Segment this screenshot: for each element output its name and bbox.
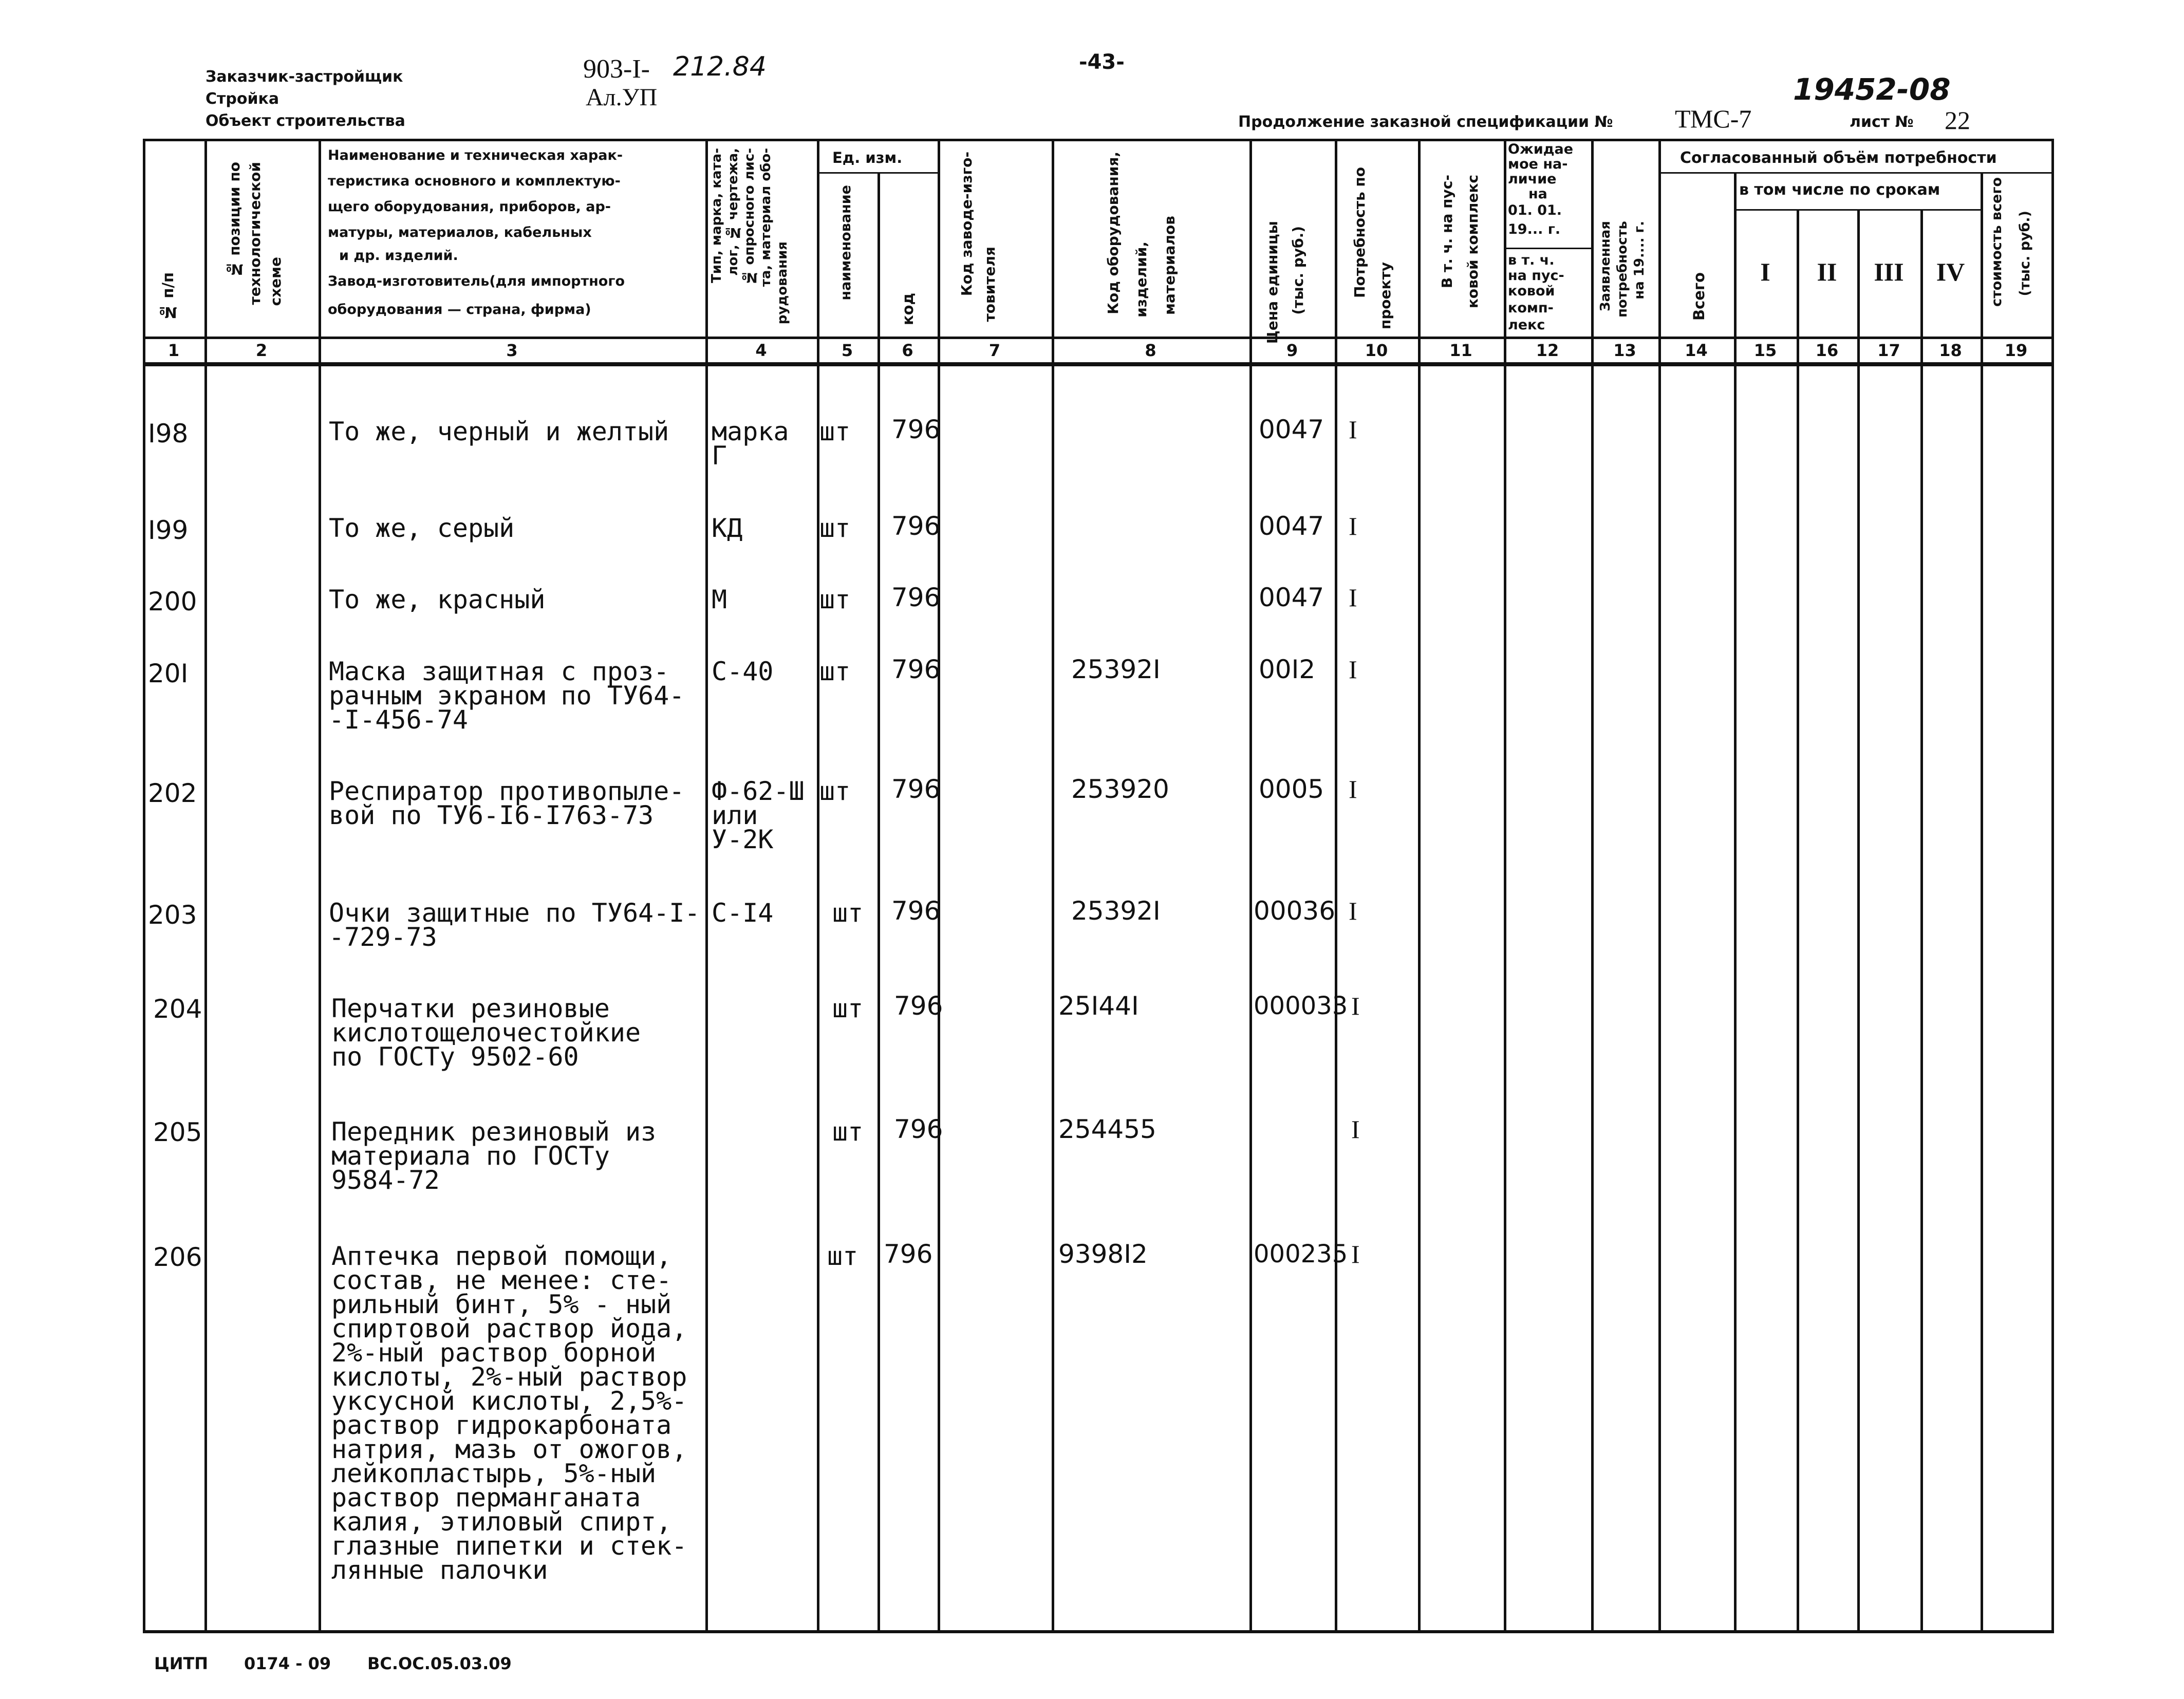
row-number: 200: [148, 587, 197, 617]
col-number: 17: [1877, 341, 1900, 360]
unit-name: шт: [832, 994, 864, 1023]
col-header-17: III: [1874, 257, 1904, 286]
col-header-8-line3: материалов: [1161, 216, 1178, 315]
unit-code: 796: [894, 991, 943, 1021]
item-name: Перчатки резиновые кислотощелочестойкие по ГОСТу 9502-60: [331, 994, 641, 1072]
material-code: 25I44I: [1058, 991, 1139, 1021]
col-number: 5: [841, 341, 853, 360]
col-header-10-line2: проекту: [1377, 262, 1394, 330]
unit-price: 000033: [1254, 992, 1348, 1020]
continuation-label: Продолжение заказной спецификации №: [1238, 113, 1613, 131]
unit-code: 796: [894, 1114, 943, 1144]
col-header-11-line1: В т. ч. на пус-: [1439, 175, 1455, 289]
material-code: 25392I: [1071, 655, 1161, 684]
material-code: 9398I2: [1058, 1239, 1148, 1269]
col-number: 11: [1449, 341, 1472, 360]
col-header-12-bottom-line3: ковой: [1508, 283, 1555, 299]
project-need: I: [1349, 775, 1357, 804]
col-header-3-line7: оборудования — страна, фирма): [328, 302, 591, 318]
col-number: 2: [255, 341, 268, 360]
col-header-7-line1: Код заводе-изго-: [958, 152, 975, 296]
col-header-5: наименование: [838, 185, 854, 301]
row-number: 20I: [148, 659, 189, 688]
project-need: I: [1351, 1240, 1360, 1268]
unit-price: 00036: [1254, 896, 1336, 926]
unit-code: 796: [884, 1239, 933, 1269]
col-number: 12: [1536, 341, 1559, 360]
album-label: Ал.УП: [586, 84, 658, 111]
col-header-12-top-line1: Ожидае: [1508, 141, 1574, 157]
col-header-9-line2: (тыс. руб.): [1290, 226, 1306, 315]
col-number: 6: [902, 341, 913, 360]
col-number: 9: [1286, 341, 1298, 360]
col-header-3-line4: матуры, материалов, кабельных: [328, 225, 592, 240]
col-number: 10: [1365, 341, 1388, 360]
unit-name: шт: [819, 513, 851, 543]
unit-code: 796: [891, 583, 941, 612]
col-header-12-top-line5: 01. 01.: [1508, 202, 1562, 218]
unit-name: шт: [819, 657, 851, 686]
col-header-7-line2: товителя: [981, 247, 998, 322]
sheet-number: 22: [1945, 106, 1970, 135]
col-header-4-line2: лог, № чертежа,: [725, 148, 741, 276]
material-code: 25392I: [1071, 896, 1161, 926]
item-name: Передник резиновый из материала по ГОСТу 9584-72: [331, 1117, 657, 1195]
material-code: 254455: [1058, 1114, 1156, 1144]
col-header-12-top-line4: на: [1528, 186, 1547, 202]
unit-code: 796: [891, 511, 941, 541]
project-need: I: [1351, 1115, 1360, 1144]
col-header-8-line1: Код оборудования,: [1105, 152, 1122, 314]
item-type: М: [712, 585, 727, 614]
col-header-8-line2: изделий,: [1133, 241, 1150, 318]
item-type: Ф-62-Ш или У-2К: [712, 776, 805, 854]
spec-number: ТМС-7: [1675, 104, 1752, 133]
col-header-2-line3: схеме: [267, 257, 284, 306]
col-header-3-line2: теристика основного и комплектую-: [328, 173, 621, 189]
col-header-4-line5: рудования: [775, 241, 790, 325]
project-need: I: [1349, 512, 1357, 540]
col-header-15: I: [1760, 257, 1770, 286]
col-header-12-bottom-line2: на пус-: [1508, 268, 1564, 284]
col-header-4-line1: Тип, марка, ката-: [709, 148, 724, 283]
project-code-printed: 903-I-: [583, 54, 650, 84]
col-header-12-bottom-line4: комп-: [1508, 300, 1554, 316]
unit-name: шт: [819, 417, 851, 446]
terms-group-header: в том числе по срокам: [1739, 181, 1940, 199]
col-header-13-line3: на 19.... г.: [1632, 221, 1647, 300]
footer-code1: 0174 - 09: [244, 1654, 331, 1673]
unit-name: шт: [819, 776, 851, 806]
item-name: То же, серый: [329, 513, 515, 543]
row-number: I99: [148, 515, 189, 545]
item-type: С-I4: [712, 898, 774, 928]
row-number: 206: [153, 1242, 202, 1272]
unit-price: 0047: [1259, 415, 1324, 444]
unit-name: шт: [832, 1117, 864, 1147]
unit-name: шт: [819, 585, 851, 614]
col-header-4-line3: № опросного лис-: [742, 148, 757, 285]
col-number: 4: [755, 341, 767, 360]
unit-price: 00I2: [1259, 655, 1316, 684]
unit-group-header: Ед. изм.: [832, 149, 903, 166]
col-header-12-bottom-line1: в т. ч.: [1508, 252, 1555, 268]
project-code-handwritten: 212.84: [673, 51, 767, 82]
unit-code: 796: [891, 415, 941, 444]
col-header-11-line2: ковой комплекс: [1464, 175, 1481, 309]
item-name: То же, черный и желтый: [329, 417, 669, 446]
item-name: То же, красный: [329, 585, 546, 614]
object-label: Объект строительства: [206, 112, 405, 130]
col-number: 13: [1613, 341, 1636, 360]
project-need: I: [1349, 897, 1357, 925]
project-need: I: [1349, 583, 1357, 612]
col-header-19-line2: (тыс. руб.): [2017, 211, 2033, 296]
col-number: 19: [2004, 341, 2028, 360]
row-number: 205: [153, 1117, 202, 1147]
col-header-3-line3: щего оборудования, приборов, ар-: [328, 199, 611, 215]
row-number: 203: [148, 900, 197, 930]
item-type: С-40: [712, 657, 774, 686]
col-header-13-line1: Заявленная: [1598, 221, 1613, 312]
unit-code: 796: [891, 896, 941, 926]
col-header-3-line6: Завод-изготовитель(для импортного: [328, 273, 625, 289]
col-number: 3: [506, 341, 518, 360]
col-number: 16: [1815, 341, 1839, 360]
col-header-12-bottom-line5: лекс: [1508, 317, 1545, 333]
agreed-group-header: Согласованный объём потребности: [1680, 149, 1997, 167]
col-header-3-line1: Наименование и техническая харак-: [328, 147, 623, 163]
footer-org: ЦИТП: [154, 1654, 209, 1673]
col-header-10-line1: Потребность по: [1351, 167, 1368, 298]
col-number: 15: [1753, 341, 1777, 360]
col-number: 8: [1145, 341, 1156, 360]
col-number: 14: [1685, 341, 1708, 360]
unit-price: 0005: [1259, 774, 1324, 804]
unit-price: 0047: [1259, 583, 1324, 612]
customer-label: Заказчик-застройщик: [206, 68, 403, 86]
col-header-19-line1: стоимость всего: [1989, 177, 2005, 307]
item-name: Маска защитная с проз- рачным экраном по ТУ64- -I-456-74: [329, 657, 685, 735]
unit-code: 796: [891, 774, 941, 804]
col-header-16: II: [1817, 257, 1837, 286]
col-header-12-top-line6: 19... г.: [1508, 221, 1561, 237]
unit-name: шт: [832, 898, 864, 928]
col-header-2-line2: технологической: [247, 162, 264, 305]
col-header-18: IV: [1936, 257, 1965, 286]
project-need: I: [1349, 415, 1357, 444]
site-label: Стройка: [206, 90, 279, 108]
col-number: 1: [167, 341, 180, 360]
item-name: Очки защитные по ТУ64-I- -729-73: [329, 898, 700, 952]
col-header-3-line5: и др. изделий.: [339, 248, 458, 264]
row-number: 204: [153, 994, 202, 1024]
item-type: марка Г: [712, 417, 789, 471]
item-name: Аптечка первой помощи, состав, не менее: сте- рильный бинт, 5% - ный спиртовой раствор йода, 2%-ный раствор борной кислоты, 2%-ный раствор уксусной кислоты, 2,5%- раствор гидрокарбоната натрия, мазь от ожогов, лейкопластырь, 5%-ный раствор перманганата калия, этиловый спирт, глазные пипетки и стек- лянные палочки: [331, 1241, 687, 1585]
material-code: 253920: [1071, 774, 1169, 804]
row-number: 202: [148, 778, 197, 808]
col-header-13-line2: потребность: [1615, 221, 1630, 318]
col-header-9-line1: Цена единицы: [1264, 221, 1281, 344]
col-header-14: Всего: [1690, 272, 1708, 321]
project-need: I: [1349, 655, 1357, 684]
item-name: Респиратор противопыле- вой по ТУ6-I6-I763-73: [329, 776, 685, 830]
page-marker: -43-: [1079, 50, 1125, 74]
doc-number-handwritten: 19452-08: [1793, 72, 1951, 107]
col-header-12-top-line2: мое на-: [1508, 156, 1568, 172]
sheet-label: лист №: [1850, 113, 1914, 131]
unit-price: 000235: [1254, 1240, 1348, 1268]
row-number: I98: [148, 419, 189, 449]
unit-code: 796: [891, 655, 941, 684]
col-header-12-top-line3: личие: [1508, 171, 1557, 187]
col-header-2-line1: № позиции по: [226, 162, 243, 278]
col-header-1: № п/п: [159, 272, 177, 321]
col-number: 7: [988, 341, 1001, 360]
project-need: I: [1351, 992, 1360, 1020]
col-header-6: код: [899, 293, 917, 326]
col-number: 18: [1939, 341, 1962, 360]
col-header-4-line4: та, материал обо-: [758, 148, 774, 287]
unit-price: 0047: [1259, 511, 1324, 541]
footer-code2: ВС.ОС.05.03.09: [367, 1654, 512, 1673]
item-type: КД: [712, 513, 743, 543]
unit-name: шт: [827, 1241, 858, 1271]
